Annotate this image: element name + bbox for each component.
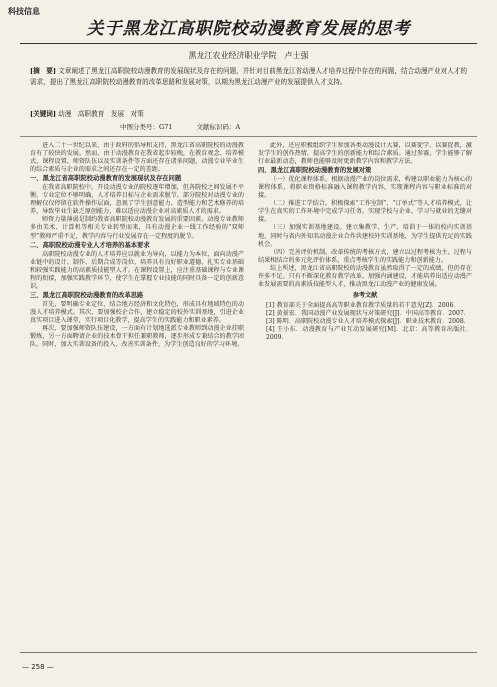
references-title: 参考文献 xyxy=(352,291,378,299)
reference-item: [4] 王小东．动漫教育与产业互动发展研究[M]．北京：高等教育出版社．2009． xyxy=(266,326,472,342)
paragraph: 首先，要明确专业定位，结合地方经济和文化特色，形成具有地域特色的动漫人才培养模式。其次，要加强校企合作，建立稳定的校外实训基地，引进企业真实项目进入课堂，实行项目化教学，提高学生的实践能力和职业素养。 xyxy=(30,300,244,324)
keywords xyxy=(30,108,467,118)
author-line: 黑龙江农业经济职业学院 卢士强 xyxy=(188,51,309,60)
abstract-text: 文章阐述了黑龙江高职院校动漫教育的发展现状及存在的问题，并针对目前黑龙江省动漫人才培养过程中存在的问题，结合动漫产业对人才的需求，提出了黑龙江高职院校动漫教育的改革思路和发展对策，以期为黑龙江动漫产业的发展提供人才支持。 xyxy=(30,67,467,86)
footer-rule xyxy=(20,652,477,653)
keywords-label: [关键词] xyxy=(30,110,57,118)
section-label: 科技信息 xyxy=(8,7,40,16)
paragraph: 师资力量薄弱是制约我省高职院校动漫教育发展的重要因素。动漫专业教师多由美术、计算机等相关专业转型而来，具有动漫企业一线工作经验的“双师型”教师严重不足，教学内容与行业发展存在一定程度的脱节。 xyxy=(30,216,244,240)
classification xyxy=(120,122,262,131)
paragraph: 再次，要加强师资队伍建设，一方面有计划地选派专业教师到动漫企业挂职锻炼，另一方面聘请企业的技术骨干担任兼职教师，逐步形成专兼结合的教学团队。同时，加大实训设备的投入，改善实训条件，为学生创造良好的学习环境。 xyxy=(30,325,244,349)
paragraph: （二）推进工学结合。积极探索“工作室制”、“订单式”等人才培养模式，让学生在真实的工作环境中完成学习任务，实现学校与企业、学习与就业的无缝对接。 xyxy=(258,200,472,224)
doc-code: 文献标识码：A xyxy=(196,123,241,131)
right-column xyxy=(258,142,472,646)
keywords-text: 动漫 高职教育 发展 对策 xyxy=(58,110,144,118)
abstract xyxy=(30,66,467,87)
section-heading-1: 一、黑龙江省高职院校动漫教育的发展现状及存在问题 xyxy=(30,175,182,183)
conclusion-paragraph: 综上所述，黑龙江省高职院校的动漫教育虽然取得了一定的成绩，但仍存在许多不足。只有不断深化教育教学改革，加强内涵建设，才能培养出适应动漫产业发展需要的高素质技能型人才，推动黑龙江动漫产业的健康发展。 xyxy=(258,264,472,288)
paragraph: （四）完善评价机制。改革传统的考核方式，建立以过程考核为主、过程与结果相结合的多元化评价体系，重点考核学生的实践能力和创新能力。 xyxy=(258,248,472,264)
paragraph: 此外，还应积极组织学生参加各类动漫设计大赛，以赛促学、以赛促教，激发学生的创作热情，提高学生的创新能力和综合素质。通过参赛，学生能够了解行业最新动态，教师也能够及时更新教学内容和教学方法。 xyxy=(258,142,472,166)
reference-item: [3] 陈明．高职院校动漫专业人才培养模式探索[J]．职业技术教育．2008． xyxy=(266,317,470,325)
article-title: 关于黑龙江高职院校动漫教育发展的思考 xyxy=(86,19,411,39)
abstract-label: [摘 要] xyxy=(30,67,57,75)
paragraph: （三）加强实训基地建设。建立集教学、生产、培训于一体的校内实训基地，同时与省内外知名动漫企业合作共建校外实训基地，为学生提供充足的实践机会。 xyxy=(258,224,472,248)
section-heading-4: 四、黑龙江高职院校动漫教育的发展对策 xyxy=(258,167,372,175)
section-heading-2: 二、高职院校动漫专业人才培养的基本要求 xyxy=(30,241,150,249)
abstract-rule xyxy=(20,136,477,137)
paragraph: 在我省高职院校中，开设动漫专业的院校逐年增加，但各院校之间发展不平衡，专业定位不够明确，人才培养目标与企业需求脱节。部分院校对动漫专业的理解仅仅停留在软件操作层面，忽视了学生创意能力、造型能力和艺术修养的培养，导致毕业生缺乏原创能力，难以适应动漫企业对高素质人才的需求。 xyxy=(30,184,244,216)
reference-item: [1] 教育部关于全面提高高等职业教育教学质量的若干意见[Z]．2006． xyxy=(266,301,460,309)
paragraph: （一）优化课程体系。根据动漫产业的岗位需求，构建以职业能力为核心的课程体系，将职业资格标准融入课程教学内容，实现课程内容与职业标准的对接。 xyxy=(258,176,472,200)
reference-item: [2] 黄景宏．我国动漫产业发展现状与对策研究[J]．中国高等教育．2007． xyxy=(266,309,470,317)
section-heading-3: 三、黑龙江高职院校动漫教育的改革思路 xyxy=(30,291,144,299)
intro-paragraph: 进入二十一世纪以来，由于政府的倡导和支持，黑龙江省高职院校的动漫教育有了较快的发展。然而，由于动漫教育在我省起步较晚，在教育观念、培养模式、课程设置、师资队伍以及实训条件等方面还存在诸多问题，动漫专业毕业生的综合素质与企业的需求之间还存在一定的差距。 xyxy=(30,142,244,174)
title-rule xyxy=(20,43,477,44)
clc-number: 中图分类号：G71 xyxy=(120,123,173,131)
left-column xyxy=(30,142,244,646)
page-number: — 258 — xyxy=(22,663,54,671)
paragraph: 高职院校动漫专业的人才培养应以就业为导向，以能力为本位，面向动漫产业链中的设计、制作、后期合成等岗位，培养具有良好职业道德、扎实专业基础和较强实践能力的高素质技能型人才。在课程设置上，应注重基础课程与专业课程的衔接，加强实践教学环节，使学生在掌握专业技能的同时具备一定的创新意识。 xyxy=(30,250,244,290)
